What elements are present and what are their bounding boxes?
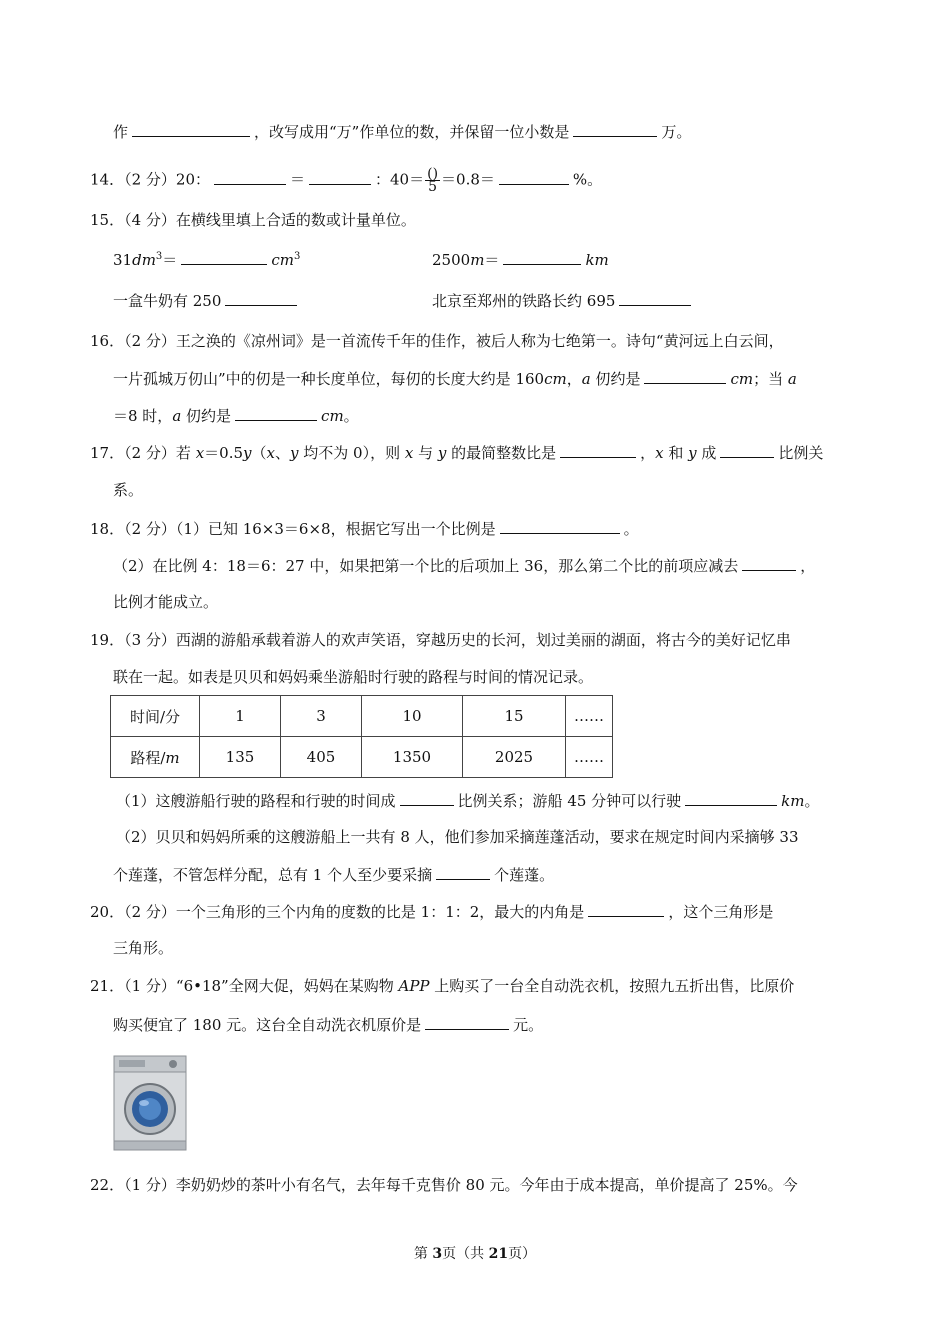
q19-sub1: （1）这艘游船行驶的路程和行驶的时间成 比例关系；游船 45 分钟可以行驶 km。 xyxy=(116,792,820,810)
answer-blank[interactable] xyxy=(309,169,371,185)
table-cell: 2025 xyxy=(463,737,566,778)
q15-row2-right: 北京至郑州的铁路长约 695 xyxy=(432,290,695,311)
answer-blank[interactable] xyxy=(499,169,569,185)
table-cell: …… xyxy=(566,737,613,778)
table-cell: 1 xyxy=(200,696,281,737)
table-cell: 路程/m xyxy=(111,737,200,778)
q18-part2: （2）在比例 4：18＝6：27 中，如果把第一个比的后项加上 36，那么第二个比的前项应减去 ， xyxy=(113,557,816,575)
question-21: 21．（1 分）“6•18”全网大促，妈妈在某购物 APP 上购买了一台全自动洗衣机，按照九五折出售，比原价 xyxy=(90,977,795,995)
q15-row1-left: $31dm^3= cm^3$ xyxy=(113,251,301,269)
table-cell: 135 xyxy=(200,737,281,778)
table-cell: 时间/分 xyxy=(111,696,200,737)
answer-blank[interactable] xyxy=(644,368,726,384)
q21-line2: 购买便宜了 180 元。这台全自动洗衣机原价是 元。 xyxy=(113,1016,544,1034)
q19-sub2: （2）贝贝和妈妈所乘的这艘游船上一共有 8 人，他们参加采摘莲蓬活动，要求在规定时间内采摘够 33 xyxy=(116,828,799,846)
question-22: 22．（1 分）李奶奶炒的茶叶小有名气，去年每千克售价 80 元。今年由于成本提高，单价提高了 25%。今 xyxy=(90,1176,798,1194)
answer-blank[interactable] xyxy=(503,249,581,265)
answer-blank[interactable] xyxy=(619,290,691,306)
q17-line2: 系。 xyxy=(113,481,144,499)
question-18: 18．（2 分）（1）已知 16×3＝6×8，根据它写出一个比例是 。 xyxy=(90,520,639,538)
data-table xyxy=(110,695,613,778)
table-row xyxy=(111,696,613,737)
q20-line2: 三角形。 xyxy=(113,939,174,957)
question-17: 17．（2 分）若 x＝0.5y（x、y 均不为 0），则 x 与 y 的最简整数比是 ，x 和 y 成 比例关 xyxy=(90,444,824,462)
q19-sub2-line2: 个莲蓬，不管怎样分配，总有 1 个人至少要采摘 个莲蓬。 xyxy=(113,866,555,884)
answer-blank[interactable] xyxy=(500,518,620,534)
table-cell: …… xyxy=(566,696,613,737)
page-footer: 第 3页（共 21页） xyxy=(413,1246,537,1262)
question-19: 19．（3 分）西湖的游船承载着游人的欢声笑语，穿越历史的长河，划过美丽的湖面，将古今的美好记忆串 xyxy=(90,631,791,649)
answer-blank[interactable] xyxy=(225,290,297,306)
question-14: 14．（2 分）20： ＝ ：40＝ $\frac{()}{5}$ ＝0.8＝ %。 xyxy=(90,166,603,195)
answer-blank[interactable] xyxy=(400,790,454,806)
washing-machine-image xyxy=(113,1055,187,1151)
table-row xyxy=(111,737,613,778)
q19-line2: 联在一起。如表是贝贝和妈妈乘坐游船时行驶的路程与时间的情况记录。 xyxy=(113,668,594,686)
q15-row1-right: 2500m＝ km xyxy=(432,251,609,269)
answer-blank[interactable] xyxy=(573,121,657,137)
table-cell: 3 xyxy=(281,696,362,737)
question-16: 16．（2 分）王之涣的《凉州词》是一首流传千年的佳作，被后人称为七绝第一。诗句“黄河远上白云间， xyxy=(90,332,784,350)
table-cell: 15 xyxy=(463,696,566,737)
answer-blank[interactable] xyxy=(235,405,317,421)
q18-line3: 比例才能成立。 xyxy=(113,593,219,611)
answer-blank[interactable] xyxy=(588,901,664,917)
answer-blank[interactable] xyxy=(181,249,267,265)
line-top: 作 ，改写成用“万”作单位的数，并保留一位小数是 万。 xyxy=(113,123,692,141)
table-cell: 10 xyxy=(362,696,463,737)
q15-row2-left: 一盒牛奶有 250 xyxy=(113,290,301,311)
answer-blank[interactable] xyxy=(685,790,777,806)
question-20: 20．（2 分）一个三角形的三个内角的度数的比是 1：1：2，最大的内角是 ，这个三角形是 xyxy=(90,903,774,921)
table-cell: 1350 xyxy=(362,737,463,778)
answer-blank[interactable] xyxy=(436,864,490,880)
answer-blank[interactable] xyxy=(132,121,250,137)
answer-blank[interactable] xyxy=(425,1014,509,1030)
answer-blank[interactable] xyxy=(560,442,636,458)
answer-blank[interactable] xyxy=(214,169,286,185)
question-15: 15．（4 分）在横线里填上合适的数或计量单位。 xyxy=(90,211,416,229)
answer-blank[interactable] xyxy=(720,442,774,458)
q16-line3: ＝8 时，a 仞约是 cm。 xyxy=(113,407,359,425)
table-cell: 405 xyxy=(281,737,362,778)
answer-blank[interactable] xyxy=(742,555,796,571)
q16-line2: 一片孤城万仞山”中的仞是一种长度单位，每仞的长度大约是 160cm，a 仞约是 cm；当 a xyxy=(113,370,797,388)
fraction: $\frac{()}{5}$ xyxy=(427,166,439,195)
